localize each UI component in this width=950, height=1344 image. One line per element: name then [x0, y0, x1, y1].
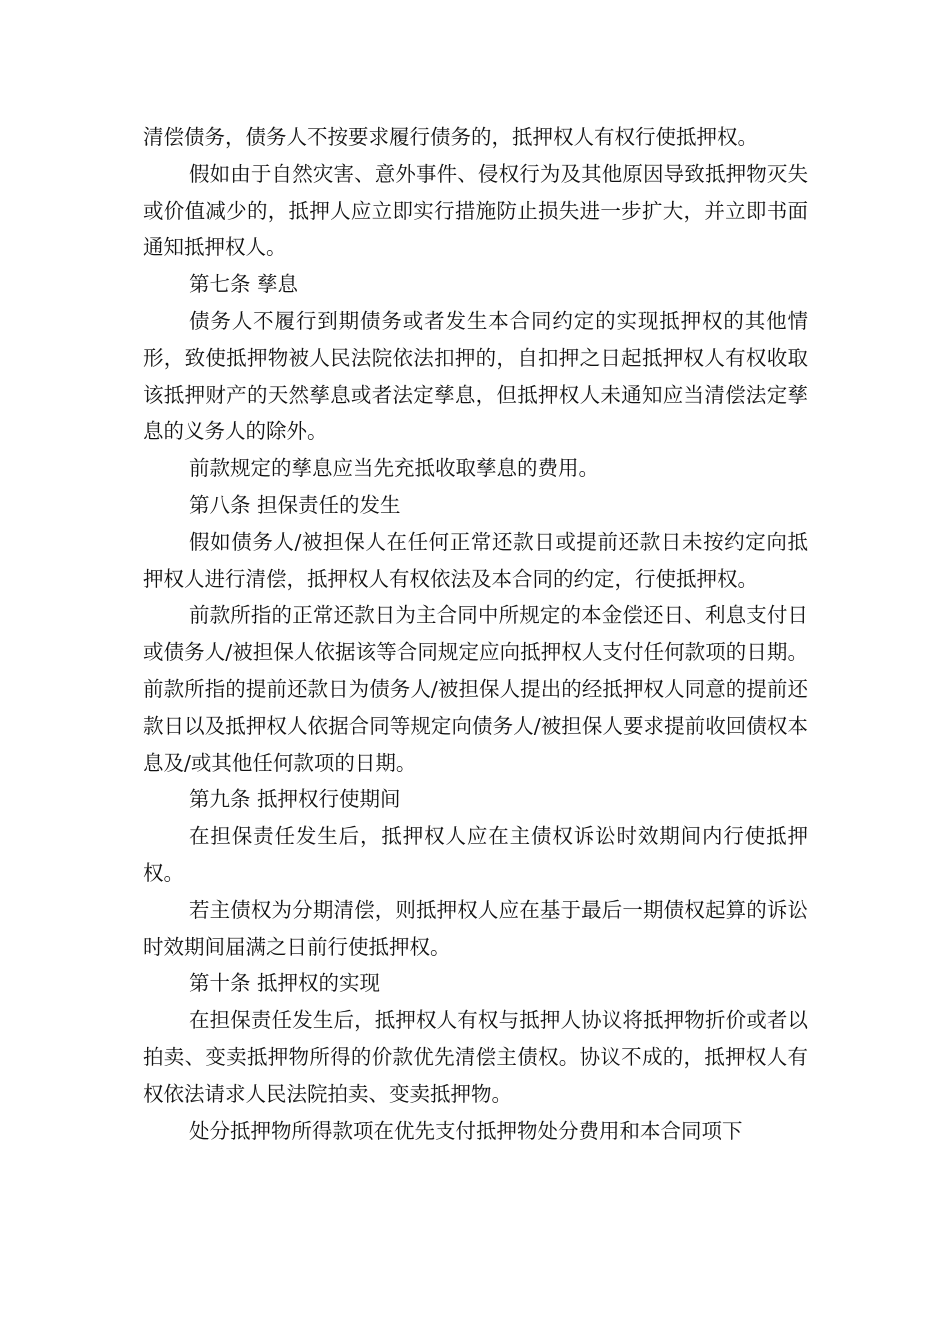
document-body — [143, 119, 808, 1149]
article-heading-8: 第八条 担保责任的发生 — [189, 492, 401, 517]
article-heading-9: 第九条 抵押权行使期间 — [189, 787, 401, 812]
paragraph-continuation: 清偿债务，债务人不按要求履行债务的，抵押权人有权行使抵押权。 — [143, 125, 758, 149]
paragraph-body: 若主债权为分期清偿，则抵押权人应在基于最后一期债权起算的诉讼时效期间届满之日前行使抵押权。 — [143, 897, 808, 959]
paragraph-body: 前款所指的正常还款日为主合同中所规定的本金偿还日、利息支付日或债务人/被担保人依据该等合同规定应向抵押权人支付任何款项的日期。前款所指的提前还款日为债务人/被担保人提出的经抵押权人同意的提前还款日以及抵押权人依据合同等规定向债务人/被担保人要求提前收回债权本息及/或其他任何款项的日期。 — [143, 603, 808, 775]
paragraph-body: 债务人不履行到期债务或者发生本合同约定的实现抵押权的其他情形，致使抵押物被人民法院依法扣押的，自扣押之日起抵押权人有权收取该抵押财产的天然孳息或者法定孳息，但抵押权人未通知应当清偿法定孳息的义务人的除外。 — [143, 308, 808, 444]
paragraph-body: 在担保责任发生后，抵押权人有权与抵押人协议将抵押物折价或者以拍卖、变卖抵押物所得的价款优先清偿主债权。协议不成的，抵押权人有权依法请求人民法院拍卖、变卖抵押物。 — [143, 1008, 808, 1106]
paragraph-body: 假如由于自然灾害、意外事件、侵权行为及其他原因导致抵押物灭失或价值减少的，抵押人应立即实行措施防止损失进一步扩大，并立即书面通知抵押权人。 — [143, 161, 808, 260]
paragraph-body: 假如债务人/被担保人在任何正常还款日或提前还款日未按约定向抵押权人进行清偿，抵押权人有权依法及本合同的约定，行使抵押权。 — [143, 529, 808, 591]
paragraph-body: 处分抵押物所得款项在优先支付抵押物处分费用和本合同项下 — [189, 1118, 743, 1143]
paragraph-body: 在担保责任发生后，抵押权人应在主债权诉讼时效期间内行使抵押权。 — [143, 824, 808, 885]
article-heading-10: 第十条 抵押权的实现 — [189, 971, 381, 996]
paragraph-body: 前款规定的孳息应当先充抵收取孳息的费用。 — [189, 456, 599, 481]
article-heading-7: 第七条 孳息 — [189, 272, 299, 297]
